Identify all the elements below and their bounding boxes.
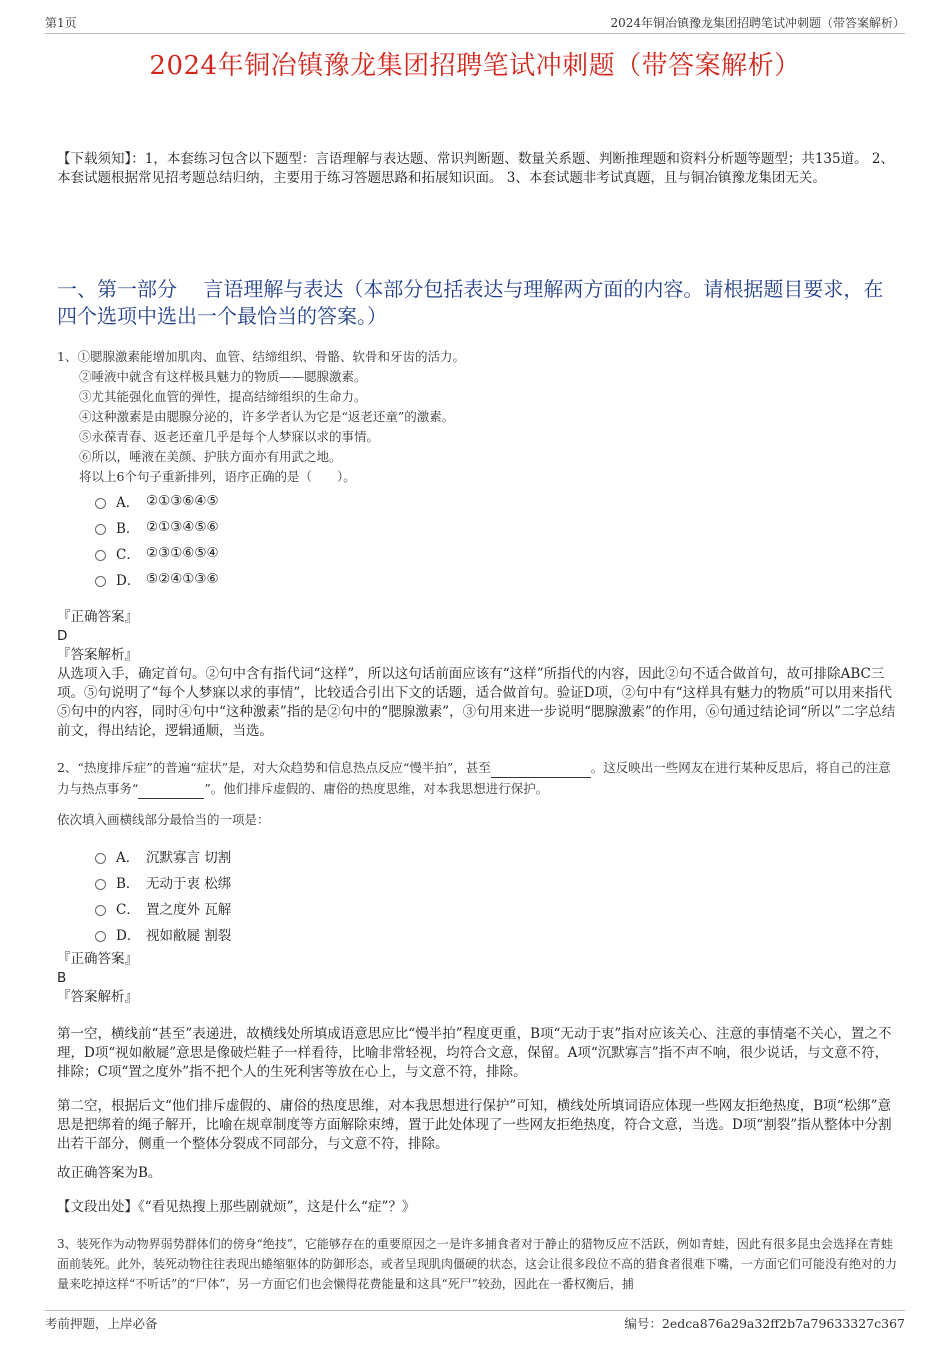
question-1-line-3: ④这种激素是由腮腺分泌的，许多学者认为它是“返老还童”的激素。 [79,409,455,424]
question-2-option-d[interactable]: D． 视如敝屣 割裂 [95,921,495,947]
radio-icon[interactable] [95,879,106,890]
answer-label: 『正确答案』 [57,609,138,625]
question-2-options [95,843,495,947]
question-1-option-b[interactable]: B． ②①③④⑤⑥ [95,514,495,540]
answer-label: 『正确答案』 [57,951,138,967]
question-3-stem: 3、装死作为动物界弱势群体们的傍身“绝技”，它能够存在的重要原因之一是许多捕食者对于静止的猎物反应不活跃，例如青蛙，因此有很多昆虫会选择在青蛙面前装死。此外，装死动物往往表现出蜷缩躯体的防御形态，或者呈现肌肉僵硬的状态，这会让很多段位不高的猎食者很难下嘴，一方面它们可能没有绝对的力量来吃掉这样“不听话”的“尸体”，另一方面它们也会懒得花费能量和这具“死尸”较劲，因此在一番权衡后，捕 [57,1237,898,1291]
question-1-line-2: ③尤其能强化血管的弹性，提高结缔组织的生命力。 [79,389,367,404]
radio-icon[interactable] [95,498,106,509]
question-2-source: 【文段出处】《“看见热搜上那些剧就烦”，这是什么“症”？》 [57,1199,416,1215]
question-1-line-6: 将以上6个句子重新排列，语序正确的是（ ）。 [79,469,356,484]
question-2-conclusion: 故正确答案为B。 [57,1165,162,1181]
radio-icon[interactable] [95,905,106,916]
question-2-stem: 2、“热度排斥症”的普遍“症状”是，对大众趋势和信息热点反应“慢半拍”，甚至 。这反映出一些网友在进行某种反思后，将自己的注意力与热点事务“ ”。他们排斥虚假的、庸俗的热度思维，对本我思想进行保护。 [57,757,897,799]
analysis-label: 『答案解析』 [57,647,138,663]
question-2-option-b[interactable]: B． 无动于衷 松绑 [95,869,495,895]
answer-value: D [57,628,68,644]
question-1-line-1: ②唾液中就含有这样极具魅力的物质——腮腺激素。 [79,369,367,384]
radio-icon[interactable] [95,576,106,587]
header-divider [45,33,905,34]
page-title: 2024年铜冶镇豫龙集团招聘笔试冲刺题（带答案解析） [149,51,801,81]
footer-slogan: 考前押题，上岸必备 [45,1316,158,1331]
fill-blank-2[interactable] [138,778,204,799]
question-2-analysis-p1: 第一空，横线前“甚至”表递进，故横线处所填成语意思应比“慢半拍”程度更重，B项“无动于衷”指对应该关心、注意的事情毫不关心，置之不理，D项“视如敝屣”意思是像破烂鞋子一样看待，比喻非常轻视，均符合文意，保留。A项“沉默寡言”指不声不响，很少说话，与文意不符，排除；C项“置之度外”指不把个人的生死利害等放在心上，与文意不符，排除。 [57,1026,892,1080]
question-2-answer-block [57,950,897,1007]
page-header [45,14,905,32]
question-2-option-c[interactable]: C． 置之度外 瓦解 [95,895,495,921]
radio-icon[interactable] [95,524,106,535]
question-1-stem [57,347,897,487]
page-number: 第1页 [45,16,77,30]
question-1-line-5: ⑥所以，唾液在美颜、护肤方面亦有用武之地。 [79,449,342,464]
header-doc-title: 2024年铜冶镇豫龙集团招聘笔试冲刺题（带答案解析） [610,16,905,30]
question-1-line-4: ⑤永葆青春、返老还童几乎是每个人梦寐以求的事情。 [79,429,380,444]
question-1-answer-block [57,608,897,741]
analysis-label: 『答案解析』 [57,989,138,1005]
analysis-text: 从选项入手，确定首句。②句中含有指代词“这样”，所以这句话前面应该有“这样”所指代的内容，因此②句不适合做首句，故可排除ABC三项。⑤句说明了“每个人梦寐以求的事情”，比较适合引出下文的话题，适合做首句。验证D项，②句中有“这样具有魅力的物质”可以用来指代⑤句中的内容，同时④句中“这种激素”指的是②句中的“腮腺激素”，③句用来进一步说明“腮腺激素”的作用，⑥句通过结论词“所以”二字总结前文，得出结论，逻辑通顺，当选。 [57,666,896,739]
footer-divider [45,1310,905,1311]
section-title: 一、第一部分 言语理解与表达（本部分包括表达与理解两方面的内容。请根据题目要求，在四个选项中选出一个最恰当的答案。） [57,277,884,328]
question-1-line-0: 1、①腮腺激素能增加肌肉、血管、结缔组织、骨骼、软骨和牙齿的活力。 [57,349,465,364]
question-2-analysis-p2: 第二空，根据后文“他们排斥虚假的、庸俗的热度思维，对本我思想进行保护”可知，横线处所填词语应体现一些网友拒绝热度，B项“松绑”意思是把绑着的绳子解开，比喻在规章制度等方面解除束缚，置于此处体现了一些网友拒绝热度，符合文意，当选。D项“割裂”指从整体中分割出若干部分，侧重一个整体分裂成不同部分，与文意不符，排除。 [57,1098,892,1152]
question-2-option-a[interactable]: A． 沉默寡言 切割 [95,843,495,869]
radio-icon[interactable] [95,931,106,942]
question-1-option-d[interactable]: D． ⑤②④①③⑥ [95,566,495,592]
radio-icon[interactable] [95,853,106,864]
radio-icon[interactable] [95,550,106,561]
question-1-option-c[interactable]: C． ②③①⑥⑤④ [95,540,495,566]
answer-value: B [57,970,67,986]
question-1-option-a[interactable]: A． ②①③⑥④⑤ [95,488,495,514]
fill-blank-1[interactable] [491,757,591,778]
download-notice: 【下载须知】：1，本套练习包含以下题型：言语理解与表达题、常识判断题、数量关系题、判断推理题和资料分析题等题型；共135道。 2、本套试题根据常见招考题总结归纳，主要用于练习答题思路和拓展知识面。 3、本套试题非考试真题，且与铜冶镇豫龙集团无关。 [57,151,894,186]
footer-doc-id: 编号：2edca876a29a32ff2b7a79633327c367 [624,1316,905,1331]
question-2-prompt: 依次填入画横线部分最恰当的一项是： [57,812,270,827]
question-1-options [95,488,495,592]
